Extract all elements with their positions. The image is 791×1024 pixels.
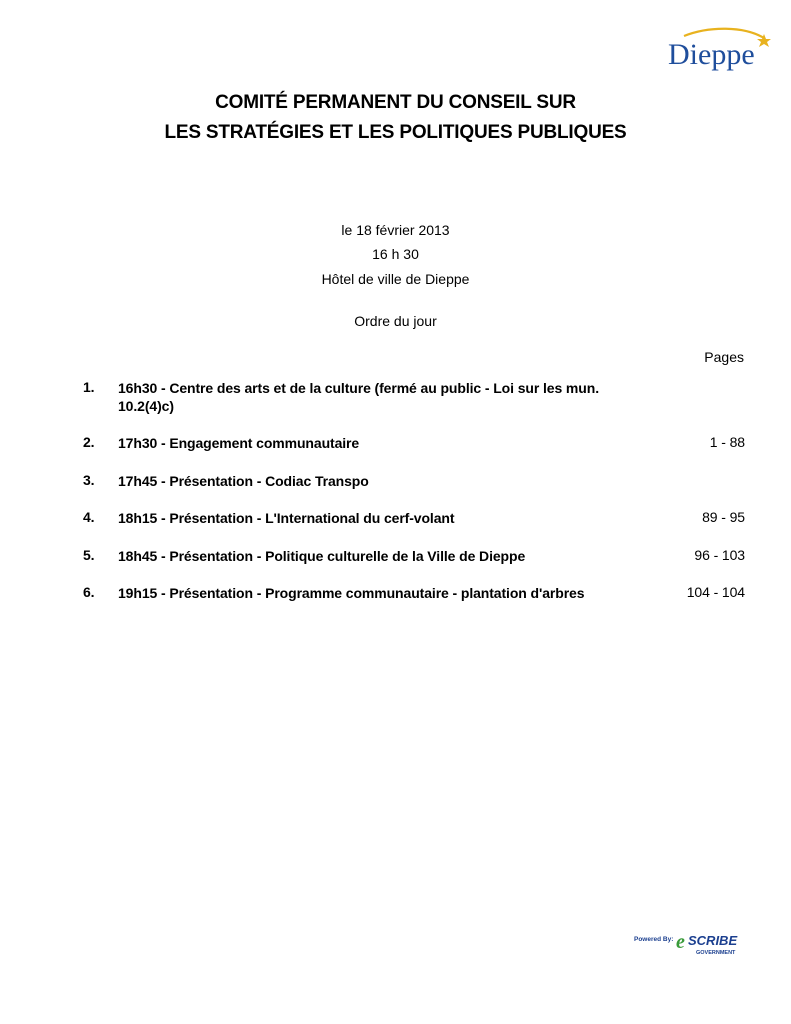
agenda-item-number: 2. [83, 434, 95, 450]
agenda-item-text: 16h30 - Centre des arts et de la culture (fermé au public - Loi sur les mun. 10.2(4)c) [118, 380, 599, 414]
logo-swoosh [684, 29, 764, 38]
meeting-time: 16 h 30 [372, 246, 419, 262]
escribe-brand-name: SCRIBE [688, 933, 738, 948]
agenda-item-text: 18h15 - Présentation - L'International du cerf-volant [118, 510, 455, 526]
escribe-e-letter: e [676, 931, 685, 953]
agenda-item-text: 17h45 - Présentation - Codiac Transpo [118, 473, 369, 489]
powered-by-label: Powered By: [634, 936, 674, 943]
agenda-item-number: 4. [83, 509, 95, 525]
agenda-item-pages: 89 - 95 [702, 509, 745, 525]
escribe-logo-graphic [632, 928, 752, 960]
pages-column-header: Pages [704, 349, 744, 365]
agenda-item-number: 1. [83, 379, 95, 395]
agenda-label: Ordre du jour [354, 313, 437, 329]
escribe-logo [632, 928, 752, 960]
document-title-line1: COMITÉ PERMANENT DU CONSEIL SUR [215, 92, 576, 113]
dieppe-logo [664, 24, 774, 74]
meeting-location: Hôtel de ville de Dieppe [321, 271, 470, 287]
agenda-item-text: 18h45 - Présentation - Politique culturelle de la Ville de Dieppe [118, 548, 526, 564]
agenda-item-text: 19h15 - Présentation - Programme communautaire - plantation d'arbres [118, 585, 585, 601]
agenda-item-number: 6. [83, 584, 95, 600]
agenda-item-text: 17h30 - Engagement communautaire [118, 435, 360, 451]
agenda-item-number: 3. [83, 472, 95, 488]
dieppe-logo-graphic [664, 24, 774, 74]
agenda-item-pages: 1 - 88 [709, 434, 745, 450]
agenda-item-pages: 104 - 104 [686, 584, 745, 600]
document-title-line2: LES STRATÉGIES ET LES POLITIQUES PUBLIQUES [164, 122, 627, 143]
agenda-item-pages: 96 - 103 [694, 547, 745, 563]
escribe-government-label: GOVERNMENT [696, 950, 736, 956]
meeting-date: le 18 février 2013 [341, 222, 450, 238]
agenda-item-number: 5. [83, 547, 95, 563]
logo-text: Dieppe [668, 38, 755, 71]
